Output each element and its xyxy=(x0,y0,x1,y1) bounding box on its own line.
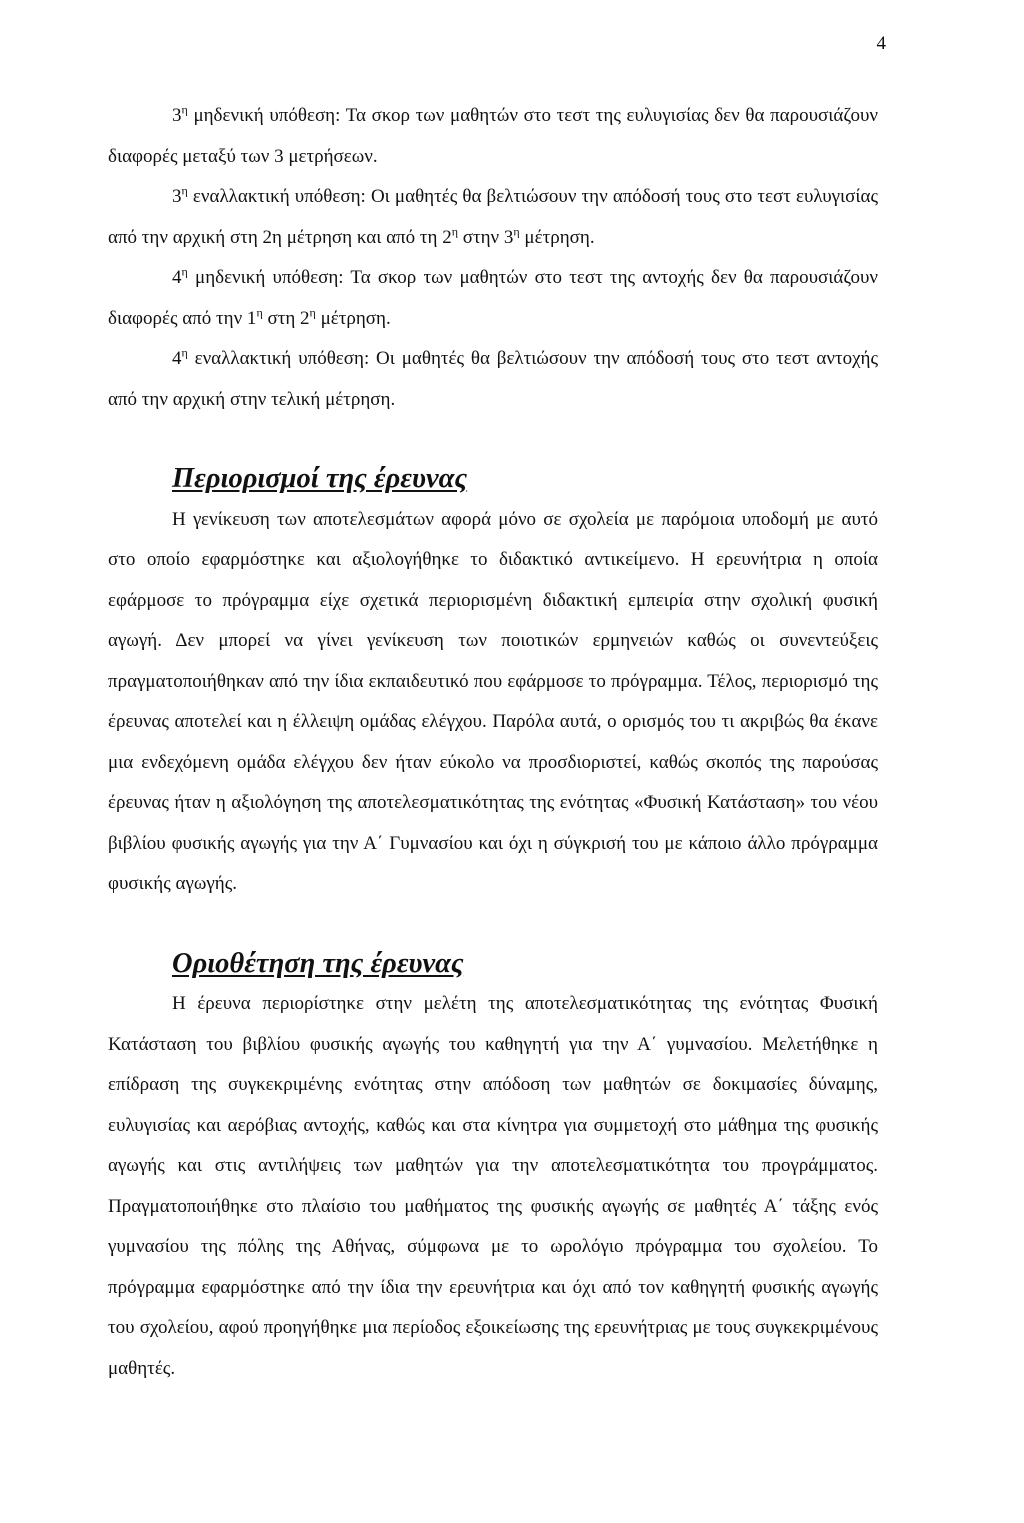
hypothesis-number: 4 xyxy=(172,267,182,288)
hypothesis-text: μηδενική υπόθεση: Τα σκορ των μαθητών στο τεστ της αντοχής δεν θα παρουσιάζουν διαφορές από την 1 xyxy=(108,267,878,329)
hypothesis-text: στην 3 xyxy=(457,226,514,248)
hypothesis-text: στη 2 xyxy=(262,307,310,329)
hypothesis-text: μέτρηση. xyxy=(315,307,391,329)
ordinal-superscript: η xyxy=(309,305,316,320)
hypothesis-paragraph xyxy=(108,339,878,420)
hypothesis-text: εναλλακτική υπόθεση: Οι μαθητές θα βελτιώσουν την απόδοσή τους στο τεστ ευλυγισίας από την αρχική στη 2η μέτρηση και από τη 2 xyxy=(108,186,878,248)
section-spacer xyxy=(108,905,878,944)
hypothesis-text: μηδενική υπόθεση: Τα σκορ των μαθητών στο τεστ της ευλυγισίας δεν θα παρουσιάζουν διαφορές μεταξύ των 3 μετρήσεων. xyxy=(108,105,878,167)
hypothesis-text: εναλλακτική υπόθεση: Οι μαθητές θα βελτιώσουν την απόδοσή τους στο τεστ αντοχής από την αρχική στην τελική μέτρηση. xyxy=(108,348,878,410)
section-heading-limitations: Περιορισμοί της έρευνας xyxy=(172,463,468,494)
hypothesis-number: 3 xyxy=(172,105,182,126)
ordinal-superscript: η xyxy=(513,224,520,239)
hypothesis-number: 3 xyxy=(172,186,182,207)
hypothesis-number: 4 xyxy=(172,348,182,369)
delimitation-paragraph: Η έρευνα περιορίστηκε στην μελέτη της αποτελεσματικότητας της ενότητας Φυσική Κατάσταση του βιβλίου φυσικής αγωγής του καθηγητή για την Α΄ γυμνασίου. Μελετήθηκε η επίδραση της συγκεκριμένης ενότητας στην απόδοση των μαθητών σε δοκιμασίες δύναμης, ευλυγισίας και αερόβιας αντοχής, καθώς και στα κίνητρα για συμμετοχή στο μάθημα της φυσικής αγωγής και στις αντιλήψεις των μαθητών για την αποτελεσματικότητα του προγράμματος. Πραγματοποιήθηκε στο πλαίσιο του μαθήματος της φυσικής αγωγής σε μαθητές Α΄ τάξης ενός γυμνασίου της πόλης της Αθήνας, σύμφωνα με το ωρολόγιο πρόγραμμα του σχολείου. Το πρόγραμμα εφαρμόστηκε από την ίδια την ερευνήτρια και όχι από τον καθηγητή φυσικής αγωγής του σχολείου, αφού προηγήθηκε μια περίοδος εξοικείωσης της ερευνήτριας με τους συγκεκριμένους μαθητές. xyxy=(108,993,878,1379)
hypothesis-paragraph xyxy=(108,177,878,258)
page-number: 4 xyxy=(876,33,886,54)
document-body xyxy=(108,96,878,1389)
ordinal-superscript: η xyxy=(256,305,263,320)
ordinal-superscript: η xyxy=(451,224,458,239)
ordinal-superscript: η xyxy=(181,102,188,117)
hypothesis-paragraph xyxy=(108,96,878,177)
ordinal-superscript: η xyxy=(181,183,188,198)
section-spacer xyxy=(108,420,878,459)
hypothesis-text: μέτρηση. xyxy=(519,226,595,248)
section-heading-delimitation: Οριοθέτηση της έρευνας xyxy=(172,947,464,979)
ordinal-superscript: η xyxy=(181,264,188,279)
limitations-paragraph: Η γενίκευση των αποτελεσμάτων αφορά μόνο σε σχολεία με παρόμοια υποδομή με αυτό στο οποίο εφαρμόστηκε και αξιολογήθηκε το διδακτικό αντικείμενο. Η ερευνήτρια η οποία εφάρμοσε το πρόγραμμα είχε σχετικά περιορισμένη διδακτική εμπειρία στην σχολική φυσική αγωγή. Δεν μπορεί να γίνει γενίκευση των ποιοτικών ερμηνειών καθώς οι συνεντεύξεις πραγματοποιήθηκαν από την ίδια εκπαιδευτικό που εφάρμοσε το πρόγραμμα. Τέλος, περιορισμό της έρευνας αποτελεί και η έλλειψη ομάδας ελέγχου. Παρόλα αυτά, ο ορισμός του τι ακριβώς θα έκανε μια ενδεχόμενη ομάδα ελέγχου δεν ήταν εύκολο να προσδιοριστεί, καθώς σκοπός της παρούσας έρευνας ήταν η αξιολόγηση της αποτελεσματικότητας της ενότητας «Φυσική Κατάσταση» του νέου βιβλίου φυσικής αγωγής για την Α΄ Γυμνασίου και όχι η σύγκρισή του με κάποιο άλλο πρόγραμμα φυσικής αγωγής. xyxy=(108,508,878,894)
ordinal-superscript: η xyxy=(181,345,188,360)
hypothesis-paragraph xyxy=(108,258,878,339)
